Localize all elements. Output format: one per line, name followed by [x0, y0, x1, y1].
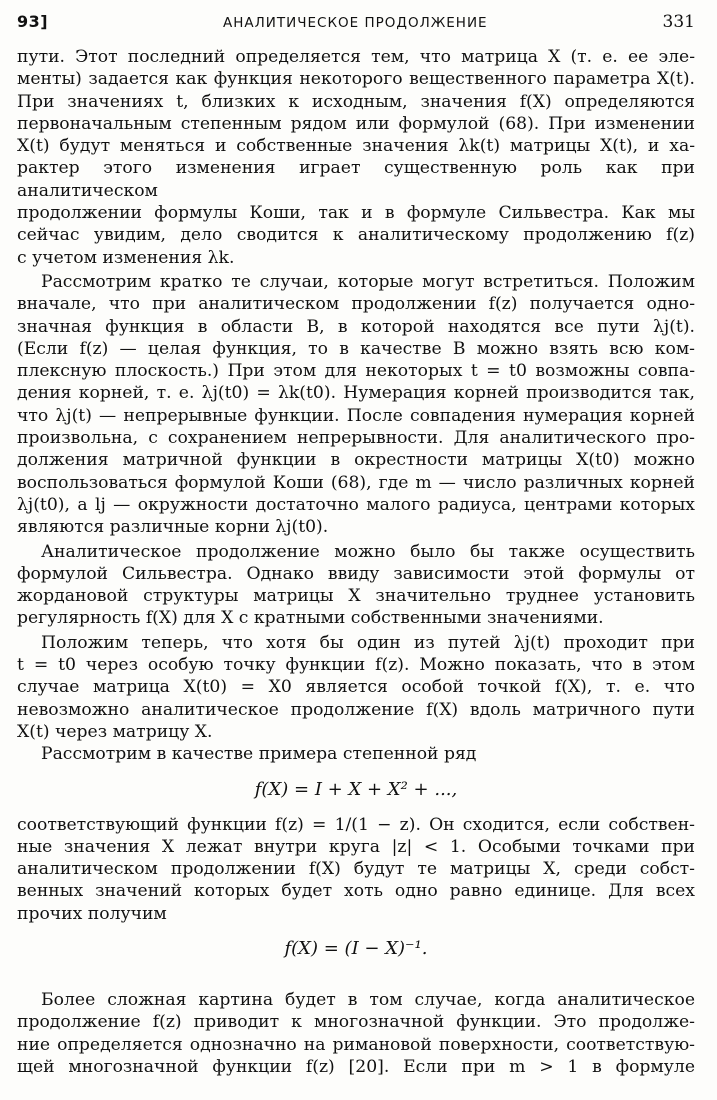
text-line: ние определяется однозначно на римановой поверхности, соответствую- — [17, 1034, 695, 1055]
text-line: венных значений которых будет хоть одно равно единице. Для всех — [17, 881, 695, 902]
text-line: X(t) через матрицу X. — [17, 721, 213, 742]
text-line: аналитическом продолжении f(X) будут те матрицы X, среди собст- — [17, 859, 695, 880]
text-line: вначале, что при аналитическом продолжении f(z) получается одно- — [17, 294, 695, 315]
text-line: должения матричной функции в окрестности матрицы X(t0) можно — [17, 450, 695, 471]
paragraph-5 — [17, 743, 695, 765]
text-line: менты) задается как функция некоторого вещественного параметра X(t). — [17, 69, 695, 90]
text-line: жордановой структуры матрицы X значительно труднее установить — [17, 586, 695, 607]
text-line: дения корней, т. е. λj(t0) = λk(t0). Нумерация корней производится так, — [17, 383, 695, 404]
text-line: регулярность f(X) для X с кратными собственными значениями. — [17, 608, 604, 629]
page-header — [17, 12, 695, 46]
text-line: продолжении формулы Коши, так и в формуле Сильвестра. Как мы — [17, 203, 695, 224]
text-line: первоначальным степенным рядом или формулой (68). При изменении — [17, 113, 695, 134]
paragraph-6 — [17, 814, 695, 925]
text-line: рактер этого изменения играет существенную роль как при аналитическом — [17, 158, 695, 201]
paragraph-4 — [17, 632, 695, 743]
text-line: Более сложная картина будет в том случае, когда аналитическое — [41, 989, 695, 1010]
text-line: случае матрица X(t0) = X0 является особой точкой f(X), т. е. что — [17, 677, 695, 698]
text-line: λj(t0), а lj — окружности достаточно малого радиуса, центрами которых — [17, 494, 695, 515]
text-line: воспользоваться формулой Коши (68), где m — число различных корней — [17, 472, 695, 493]
text-line: продолжение f(z) приводит к многозначной функции. Это продолже- — [17, 1012, 695, 1033]
text-line: щей многозначной функции f(z) [20]. Если при m > 1 в формуле — [17, 1056, 695, 1077]
text-line: плексную плоскость.) При этом для некоторых t = t0 возможны совпа- — [17, 361, 695, 382]
text-line: формулой Сильвестра. Однако ввиду зависимости этой формулы от — [17, 563, 695, 584]
text-line: значная функция в области B, в которой находятся все пути λj(t). — [17, 316, 695, 337]
text-line: сейчас увидим, дело сводится к аналитическому продолжению f(z) — [17, 225, 695, 246]
text-line: пути. Этот последний определяется тем, что матрица X (т. е. ее эле- — [17, 47, 695, 67]
section-number: 93] — [17, 12, 49, 31]
page-number: 331 — [662, 12, 695, 32]
text-line: Аналитическое продолжение можно было бы также осуществить — [41, 541, 695, 562]
formula-inverse: f(X) = (I − X)⁻¹. — [284, 937, 428, 959]
text-line: t = t0 через особую точку функции f(z). Можно показать, что в этом — [17, 655, 695, 676]
text-line: произвольна, с сохранением непрерывности. Для аналитического про- — [17, 428, 695, 449]
running-title: АНАЛИТИЧЕСКОЕ ПРОДОЛЖЕНИЕ — [223, 15, 488, 31]
text-line: соответствующий функции f(z) = 1/(1 − z). Он сходится, если собствен- — [17, 814, 695, 835]
text-line: являются различные корни λj(t0). — [17, 517, 329, 538]
text-line: ные значения X лежат внутри круга |z| < 1. Особыми точками при — [17, 836, 695, 857]
text-line: Положим теперь, что хотя бы один из путей λj(t) проходит при — [41, 632, 695, 653]
text-line: При значениях t, близких к исходным, значения f(X) определяются — [17, 91, 695, 112]
paragraph-1 — [17, 46, 695, 269]
paragraph-2 — [17, 271, 695, 539]
text-line: что λj(t) — непрерывные функции. После совпадения нумерация корней — [17, 405, 695, 426]
text-line: прочих получим — [17, 903, 167, 924]
text-line: (Если f(z) — целая функция, то в качестве B можно взять всю ком- — [17, 338, 695, 359]
paragraph-3 — [17, 541, 695, 630]
text-line: X(t) будут меняться и собственные значения λk(t) матрицы X(t), и ха- — [17, 136, 695, 157]
formula-power-series: f(X) = I + X + X² + ..., — [254, 778, 458, 800]
text-line: с учетом изменения λk. — [17, 247, 235, 268]
text-line: невозможно аналитическое продолжение f(X) вдоль матричного пути — [17, 699, 695, 720]
text-line: Рассмотрим в качестве примера степенной ряд — [41, 744, 477, 765]
paragraph-7 — [17, 989, 695, 1078]
text-line: Рассмотрим кратко те случаи, которые могут встретиться. Положим — [41, 271, 695, 292]
